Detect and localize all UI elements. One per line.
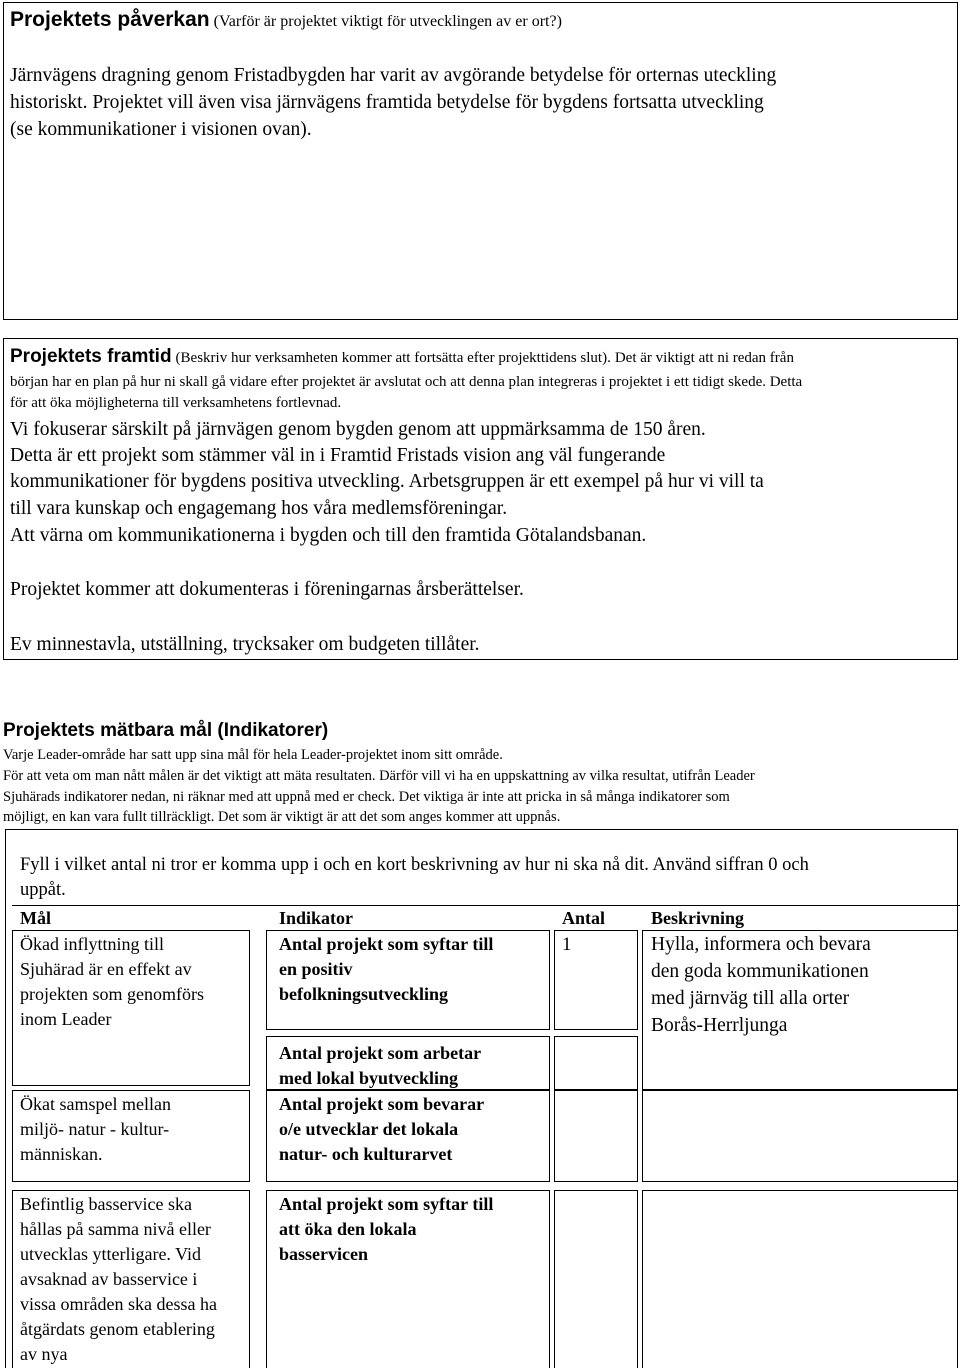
future-intro-rest: Det är viktigt att ni redan från (614, 350, 794, 366)
row4-indikator-line-1: Antal projekt som syftar till (279, 1194, 494, 1214)
row4-beskrivning-cell (642, 1190, 958, 1368)
future-body-line-5: Att värna om kommunikationerna i bygden och till den framtida Götalandsbanan. (10, 525, 647, 546)
impact-line-2: historiskt. Projektet vill även visa järnvägens framtida betydelse för bygdens fortsatta utveckling (10, 92, 764, 113)
row1-beskrivning-line-2: den goda kommunikationen (651, 961, 869, 982)
row1-mal-line-4: inom Leader (20, 1009, 112, 1029)
impact-box (3, 2, 958, 320)
table-header-mal: Mål (20, 908, 51, 928)
row4-indikator-line-2: att öka den lokala (279, 1219, 417, 1239)
future-body-line-1: Vi fokuserar särskilt på järnvägen genom bygden genom att uppmärksamma de 150 åren. (10, 419, 706, 440)
indicators-line-4: möjligt, en kan vara fullt tillräckligt. Det som är viktigt är att det som anges kommer att uppnås. (3, 809, 561, 825)
row1-antal-value: 1 (562, 934, 572, 955)
future-documentation-line: Projektet kommer att dokumenteras i föreningarnas årsberättelser. (10, 579, 524, 600)
row4-mal-line-2: hållas på samma nivå eller (20, 1219, 211, 1239)
row4-mal-line-3: utvecklas ytterligare. Vid (20, 1244, 202, 1264)
row1-mal-line-2: Sjuhärad är en effekt av (20, 959, 192, 979)
impact-heading-line (10, 8, 562, 32)
row4-indikator-line-3: basservicen (279, 1244, 368, 1264)
row3-indikator-line-1: Antal projekt som bevarar (279, 1094, 485, 1114)
future-heading: Projektets framtid (10, 346, 172, 367)
impact-subheading: (Varför är projektet viktigt för utvecklingen av er ort?) (213, 13, 562, 30)
row1-beskrivning-line-1: Hylla, informera och bevara (651, 934, 871, 955)
row4-mal-line-7: av nya (20, 1344, 68, 1364)
indicators-heading: Projektets mätbara mål (Indikatorer) (3, 720, 329, 741)
row3-mal-line-1: Ökat samspel mellan (20, 1094, 171, 1114)
row3-mal-line-2: miljö- natur - kultur- (20, 1119, 170, 1139)
indicators-line-3: Sjuhärads indikatorer nedan, ni räknar med att uppnå med er check. Det viktiga är inte att pricka in så många indikatorer som (3, 789, 730, 805)
row1-mal-line-3: projekten som genomförs (20, 984, 204, 1004)
row4-mal-line-6: åtgärdats genom etablering (20, 1319, 215, 1339)
row4-antal-cell (554, 1190, 638, 1368)
row4-mal-line-1: Befintlig basservice ska (20, 1194, 192, 1214)
row1-indikator-line-2: en positiv (279, 959, 353, 979)
row3-antal-cell (554, 1090, 638, 1182)
future-budget-line: Ev minnestavla, utställning, trycksaker om budgeten tillåter. (10, 634, 480, 655)
future-heading-line (10, 346, 794, 368)
table-instruction-line-2: uppåt. (20, 880, 66, 900)
future-body-line-4: till vara kunskap och engagemang hos våra medlemsföreningar. (10, 498, 508, 519)
table-header-top-rule (12, 905, 960, 906)
table-header-antal: Antal (562, 908, 606, 928)
table-header-beskrivning: Beskrivning (651, 908, 745, 928)
future-intro-line-2: för att öka möjligheterna till verksamhetens fortlevnad. (10, 395, 342, 411)
table-instruction-line-1: Fyll i vilket antal ni tror er komma upp i och en kort beskrivning av hur ni ska nå dit. Använd siffran 0 och (20, 855, 809, 875)
indicators-line-2: För att veta om man nått målen är det viktigt att mäta resultaten. Därför vill vi ha en uppskattning av vilka resultat, utifrån Leader (3, 768, 755, 784)
row3-indikator-line-2: o/e utvecklar det lokala (279, 1119, 459, 1139)
row3-indikator-line-3: natur- och kulturarvet (279, 1144, 453, 1164)
impact-line-1: Järnvägens dragning genom Fristadbygden har varit av avgörande betydelse för orternas uteckling (10, 65, 777, 86)
future-body-line-3: kommunikationer för bygdens positiva utveckling. Arbetsgruppen är ett exempel på hur vi vill ta (10, 471, 764, 492)
row1-mal-line-1: Ökad inflyttning till (20, 934, 164, 954)
future-intro-line-1: början har en plan på hur ni skall gå vidare efter projektet är avslutat och att denna plan integreras i projektet i ett tidigt skede. Detta (10, 374, 803, 390)
table-header-indikator: Indikator (279, 908, 354, 928)
row1-beskrivning-line-3: med järnväg till alla orter (651, 988, 850, 1009)
row1-indikator-line-3: befolkningsutveckling (279, 984, 449, 1004)
row2-antal-cell (554, 1036, 638, 1090)
impact-heading: Projektets påverkan (10, 8, 210, 31)
row4-mal-line-4: avsaknad av basservice i (20, 1269, 198, 1289)
indicators-line-1: Varje Leader-område har satt upp sina mål för hela Leader-projektet inom sitt område. (3, 747, 503, 763)
row3-beskrivning-cell (642, 1090, 958, 1182)
impact-line-3: (se kommunikationer i visionen ovan). (10, 119, 312, 140)
future-body-line-2: Detta är ett projekt som stämmer väl in i Framtid Fristads vision ang väl fungerande (10, 445, 666, 466)
row1-beskrivning-line-4: Borås-Herrljunga (651, 1015, 788, 1036)
row3-mal-line-3: människan. (20, 1144, 103, 1164)
row2-indikator-line-2: med lokal byutveckling (279, 1068, 459, 1088)
row4-mal-line-5: vissa områden ska dessa ha (20, 1294, 217, 1314)
row1-indikator-line-1: Antal projekt som syftar till (279, 934, 494, 954)
future-intro-paren: (Beskriv hur verksamheten kommer att fortsätta efter projekttidens slut). (175, 350, 611, 366)
row2-indikator-line-1: Antal projekt som arbetar (279, 1043, 482, 1063)
